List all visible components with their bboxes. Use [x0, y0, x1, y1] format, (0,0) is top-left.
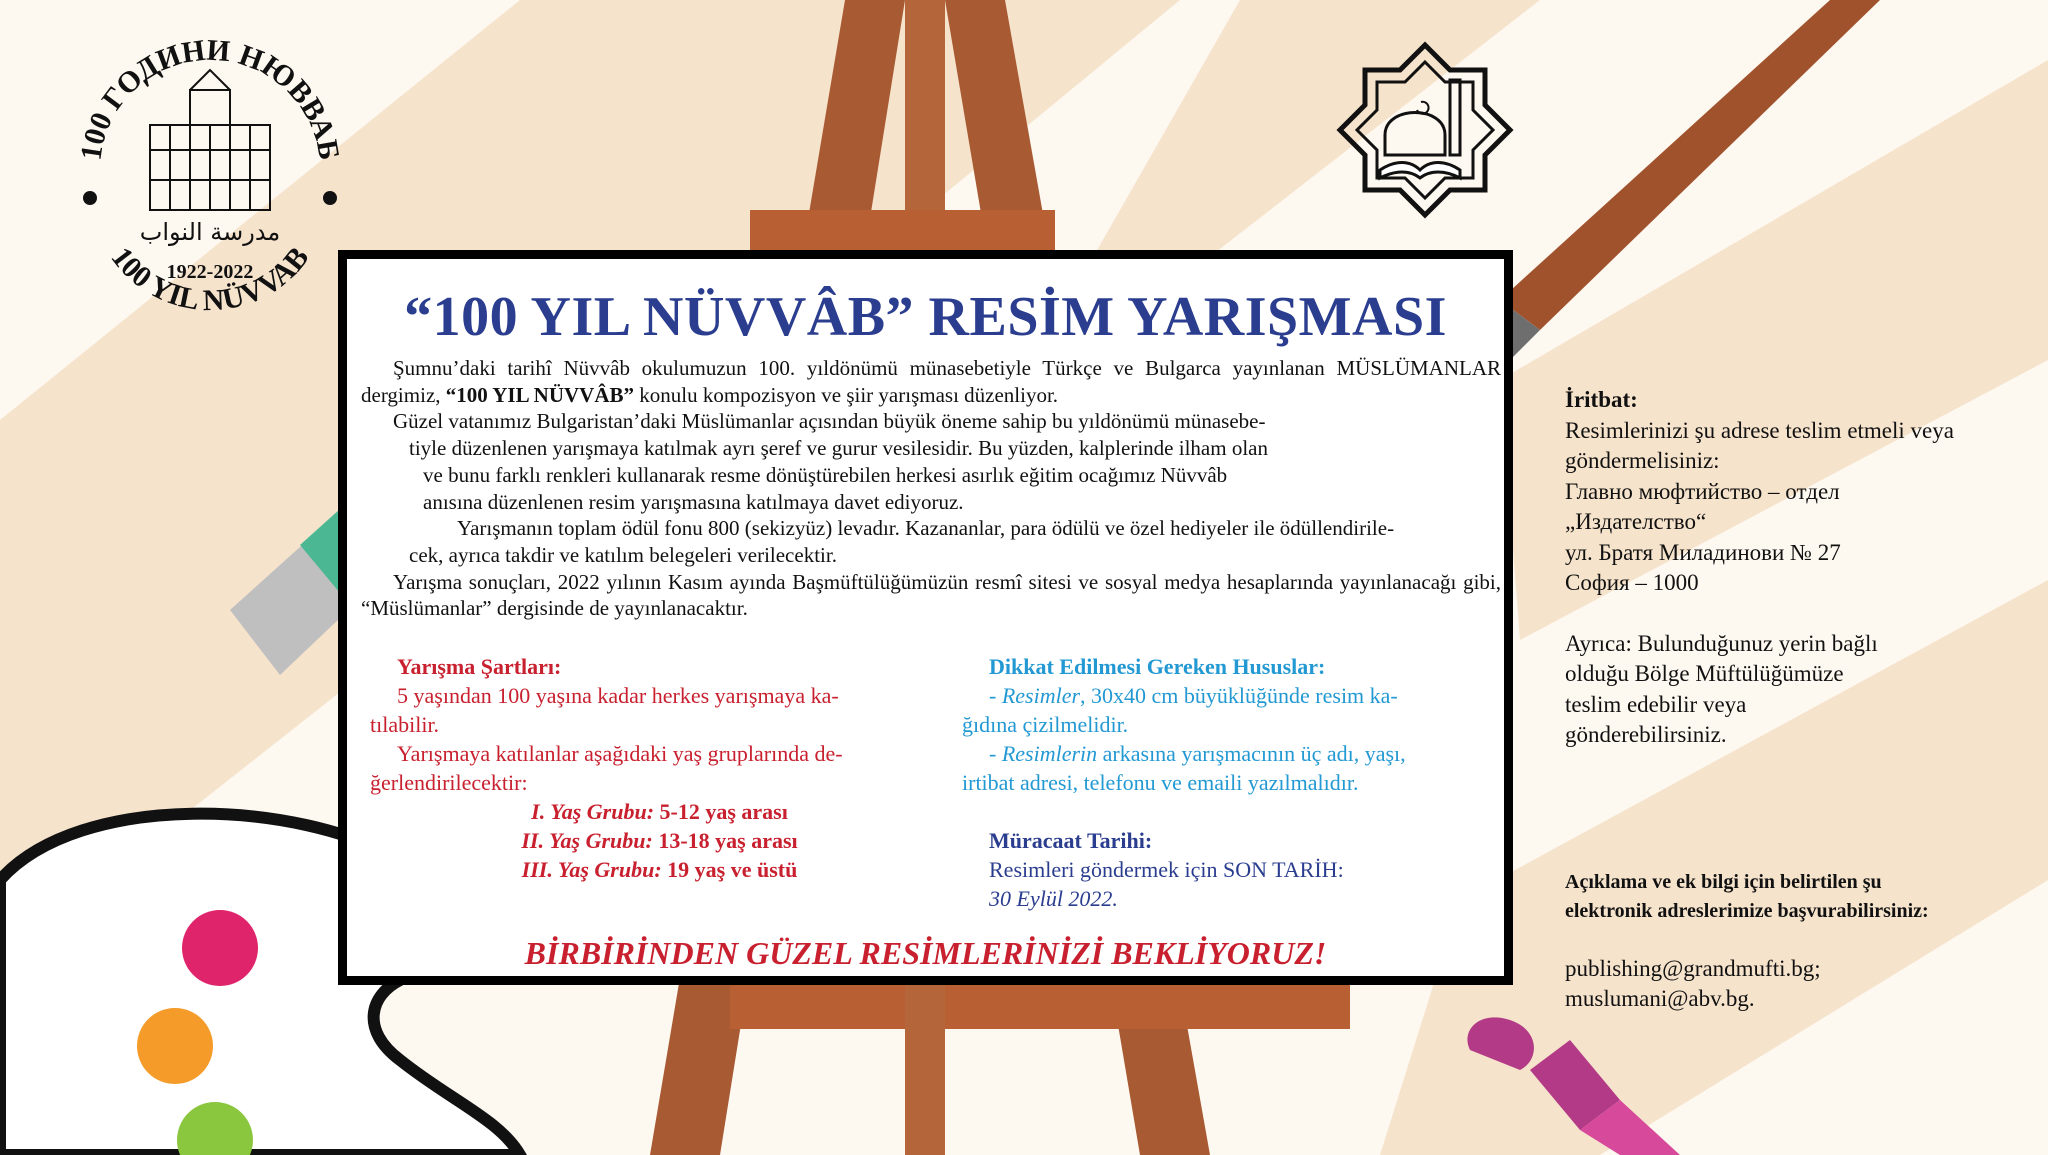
- conditions-line2b: ğerlendirilecektir:: [370, 770, 528, 795]
- deadline-text: Resimleri göndermek için SON TARİH:: [989, 857, 1344, 882]
- notes-item-2-b: irtibat adresi, telefonu ve emaili yazılmalıdır.: [962, 770, 1359, 795]
- conditions-section: [370, 652, 922, 884]
- logo-years: 1922-2022: [166, 261, 254, 283]
- age-group-2-label: II. Yaş Grubu:: [521, 828, 653, 853]
- intro-p1-text: Şumnu’daki tarihî Nüvvâb okulumuzun 100. yıldönümü münasebetiyle Türkçe ve Bulgarca yayınlanan MÜSLÜMANLAR dergimiz,: [361, 356, 1501, 407]
- notes-item-1-rest: , 30x40 cm büyüklüğünde resim ka-: [1080, 683, 1398, 708]
- contact-section: [1565, 385, 2005, 751]
- logo-bottom-path: 100 YIL NÜVVAB: [104, 240, 316, 318]
- intro-paragraph-1: [361, 355, 1501, 408]
- contact-note-line: elektronik adreslerimize başvurabilirsiniz:: [1565, 900, 1929, 922]
- intro-p2-d: anısına düzenlenen resim yarışmasına katılmaya davet ediyoruz.: [423, 489, 964, 514]
- age-group-2-range: 13-18 yaş arası: [652, 828, 798, 853]
- tulip-icon: [323, 191, 337, 205]
- contact-note: [1565, 868, 2025, 926]
- notes-section: [962, 652, 1482, 913]
- intro-p1-end: konulu kompozisyon ve şiir yarışması düzenliyor.: [634, 382, 1059, 407]
- age-group-3-range: 19 yaş ve üstü: [661, 857, 798, 882]
- email-link[interactable]: muslumani@abv.bg.: [1565, 986, 1755, 1011]
- contact-address: Главно мюфтийство – отдел: [1565, 478, 1840, 504]
- age-group-2: [397, 826, 922, 855]
- building-illustration: [150, 70, 270, 210]
- conditions-line2: Yarışmaya katılanlar aşağıdaki yaş gruplarında de-: [397, 741, 843, 766]
- conditions-line1b: tılabilir.: [370, 712, 440, 737]
- age-group-1-label: I. Yaş Grubu:: [531, 799, 655, 824]
- age-group-3-label: III. Yaş Grubu:: [521, 857, 662, 882]
- contact-line: göndermelisiniz:: [1565, 448, 1720, 473]
- intro-p4: Yarışma sonuçları, 2022 yılının Kasım ayında Başmüftülüğümüzün resmî sitesi ve sosyal medya hesaplarında yayınlanacağı gibi, “Müslümanlar” dergisinde de yayınlanacaktır.: [361, 569, 1501, 621]
- email-list: [1565, 954, 2005, 1014]
- contact-note-line: Açıklama ve ek bilgi için belirtilen şu: [1565, 871, 1882, 893]
- contact-address: ул. Братя Миладинови № 27: [1565, 539, 1841, 565]
- conditions-heading: Yarışma Şartları:: [397, 654, 562, 679]
- intro-text: [361, 355, 1501, 622]
- intro-p3-b: cek, ayrıca takdir ve katılım belegeleri verilecektir.: [409, 542, 837, 567]
- contact-alt-line: gönderebilirsiniz.: [1565, 722, 1727, 747]
- age-group-3: [397, 855, 922, 884]
- notes-item-1-prefix: -: [989, 683, 1002, 708]
- intro-p2-b: tiyle düzenlenen yarışmaya katılmak ayrı şeref ve gurur vesilesidir. Bu yüzden, kalplerinde ilham olan: [409, 436, 1268, 461]
- tulip-icon: [83, 191, 97, 205]
- contact-line: Resimlerinizi şu adrese teslim etmeli veya: [1565, 417, 1954, 443]
- notes-item-1-b: ğıdına çizilmelidir.: [962, 712, 1129, 737]
- age-group-1: [397, 797, 922, 826]
- contact-address: София – 1000: [1565, 570, 1699, 595]
- intro-p2-a: Güzel vatanımız Bulgaristan’daki Müslümanlar açısından büyük öneme sahip bu yıldönümü münasebe-: [393, 409, 1266, 434]
- intro-p3: Yarışmanın toplam ödül fonu 800 (sekizyüz) levadır. Kazananlar, para ödülü ve özel hediyeler ile ödüllendirile-: [457, 516, 1395, 541]
- logo-top-path: 100 ГОДИНИ НЮВВАБ: [74, 33, 346, 163]
- notes-item-1: [962, 681, 1482, 710]
- intro-p1-bold: “100 YIL NÜVVÂB”: [445, 382, 635, 407]
- deadline-heading: Müracaat Tarihi:: [989, 828, 1153, 853]
- age-group-1-range: 5-12 yaş arası: [654, 799, 788, 824]
- deadline-date: 30 Eylül 2022.: [989, 886, 1118, 911]
- contact-alt-line: olduğu Bölge Müftülüğümüze: [1565, 661, 1844, 686]
- notes-item-2-rest: arkasına yarışmacının üç adı, yaşı,: [1097, 741, 1406, 766]
- notes-item-2-em: Resimlerin: [1001, 741, 1098, 766]
- contact-alt-line: teslim edebilir veya: [1565, 691, 1747, 717]
- contact-alt-line: Ayrıca: Bulunduğunuz yerin bağlı: [1565, 630, 1878, 656]
- logo-seal: [60, 20, 360, 320]
- notes-item-2-prefix: -: [989, 741, 1002, 766]
- notes-item-1-em: Resimler: [1001, 683, 1081, 708]
- intro-p2-c: ve bunu farklı renkleri kullanarak resme dönüştürebilen herkesi asırlık eğitim ocağımız Nüvvâb: [423, 462, 1228, 487]
- contact-address: „Издателство“: [1565, 509, 1707, 534]
- notes-item-2: [962, 739, 1482, 768]
- poster-board: [338, 250, 1513, 985]
- email-link[interactable]: publishing@grandmufti.bg;: [1565, 956, 1821, 981]
- notes-heading: Dikkat Edilmesi Gereken Hususlar:: [989, 654, 1326, 679]
- slogan: BİRBİRİNDEN GÜZEL RESİMLERİNİZİ BEKLİYORUZ!: [524, 935, 1327, 971]
- logo-arabic-text: مدرسة النواب: [139, 218, 281, 246]
- poster-title: “100 YIL NÜVVÂB” RESİM YARIŞMASI: [404, 286, 1447, 348]
- contact-heading: İritbat:: [1565, 387, 1638, 412]
- conditions-line1: 5 yaşından 100 yaşına kadar herkes yarışmaya ka-: [397, 683, 839, 708]
